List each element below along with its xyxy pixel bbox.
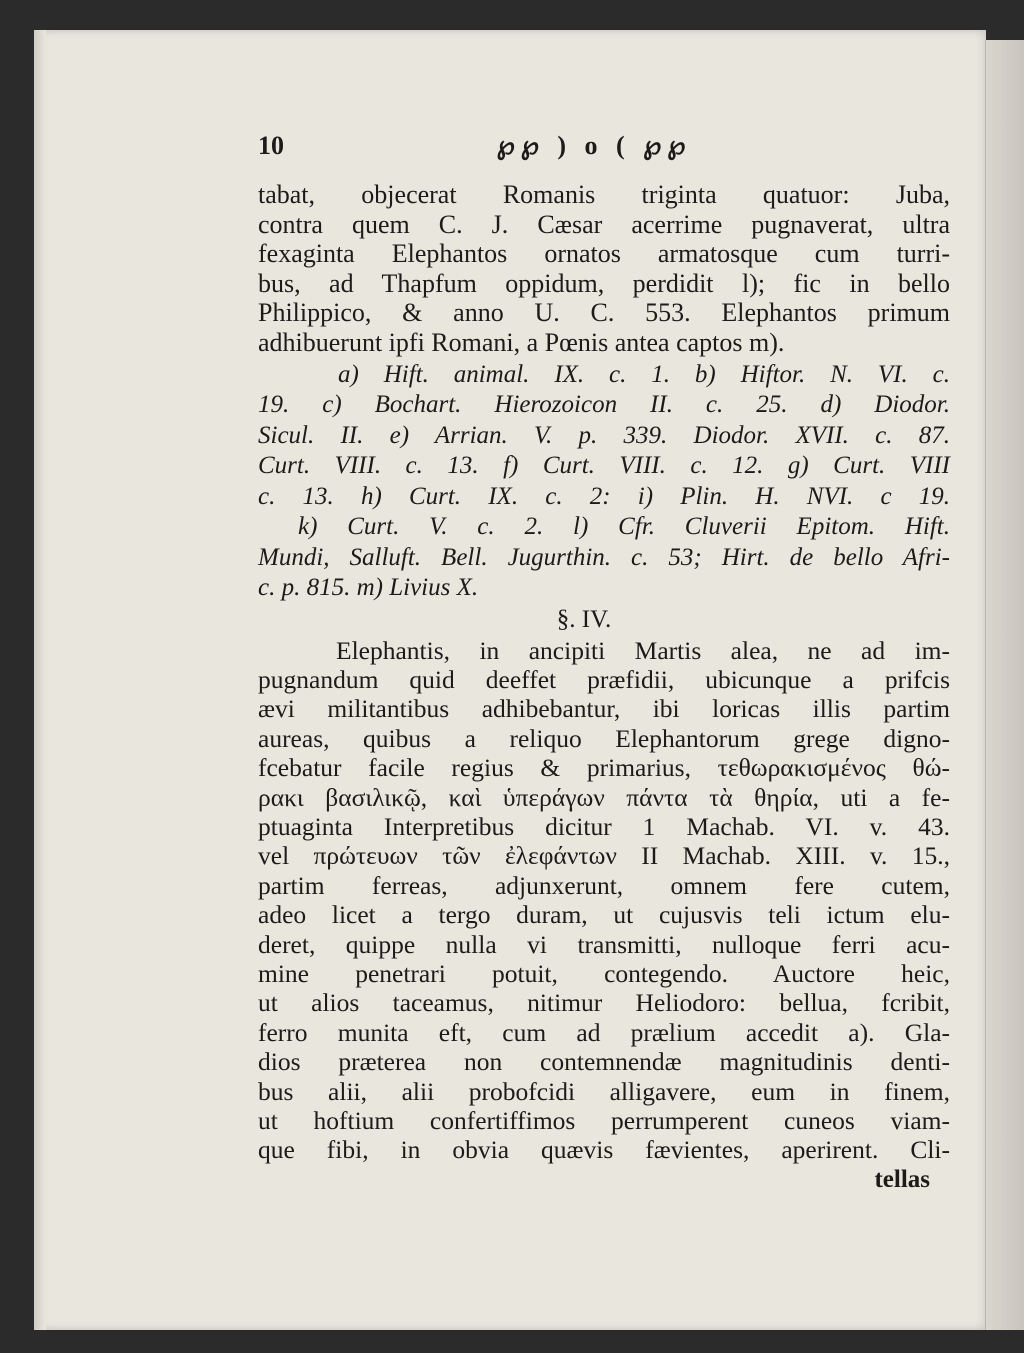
- note-line: 19. c) Bochart. Hierozoicon II. c. 25. d) Diodor.: [258, 391, 950, 419]
- page-number: 10: [258, 131, 284, 160]
- note-line: a) Hift. animal. IX. c. 1. b) Hiftor. N. VI. c.: [338, 360, 950, 388]
- text-line: bus, ad Thapfum oppidum, perdidit l); fic in bello: [258, 268, 950, 298]
- text-line: ptuaginta Interpretibus dicitur 1 Machab. VI. v. 43.: [258, 812, 950, 841]
- text-line: mine penetrari potuit, contegendo. Auctore heic,: [258, 959, 950, 989]
- text-line: ævi militantibus adhibebantur, ibi loricas illis partim: [258, 694, 950, 724]
- page-gutter: [34, 30, 46, 1330]
- text-line: Philippico, & anno U. C. 553. Elephantos primum: [258, 298, 950, 328]
- note-line: k) Curt. V. c. 2. l) Cfr. Cluverii Epitom. Hift.: [298, 513, 950, 541]
- text-line: dios præterea non contemnendæ magnitudinis denti-: [258, 1047, 950, 1077]
- text-line: adeo licet a tergo duram, ut cujusvis teli ictum elu-: [258, 900, 950, 930]
- running-header: [258, 126, 950, 166]
- note-line: Sicul. II. e) Arrian. V. p. 339. Diodor. XVII. c. 87.: [258, 421, 950, 449]
- text-line: vel πρώτευων τῶν ἐλεφάντων II Machab. XIII. v. 15.,: [258, 841, 950, 871]
- footnotes: [258, 360, 950, 604]
- note-line: Curt. VIII. c. 13. f) Curt. VIII. c. 12. g) Curt. VIII: [258, 452, 950, 480]
- text-line: deret, quippe nulla vi transmitti, nulloque ferri acu-: [258, 929, 950, 959]
- note-line: c. p. 815. m) Livius X.: [258, 574, 479, 602]
- text-line: que fibi, in obvia quævis fævientes, aperirent. Cli-: [258, 1135, 950, 1165]
- header-ornament: ℘℘ ) o ( ℘℘: [496, 131, 692, 160]
- section-heading: §. IV.: [556, 605, 612, 633]
- text-line: ut alios taceamus, nitimur Heliodoro: bellua, fcribit,: [258, 988, 950, 1018]
- paragraph-2: [258, 636, 950, 1165]
- text-line: bus alii, alii probofcidi alligavere, eum in finem,: [258, 1076, 950, 1106]
- text-line: tabat, objecerat Romanis triginta quatuor: Juba,: [258, 180, 950, 209]
- text-line: pugnandum quid deeffet præfidii, ubicunque a prifcis: [258, 664, 950, 694]
- paragraph-1: [258, 180, 950, 358]
- note-line: c. 13. h) Curt. IX. c. 2: i) Plin. H. NVI. c 19.: [258, 482, 950, 510]
- text-line: Elephantis, in ancipiti Martis alea, ne ad im-: [336, 635, 950, 665]
- text-line: ρακι βασιλικῷ, καὶ ὑπεράγων πάντα τὰ θηρία, uti a fe-: [258, 782, 950, 812]
- note-line: Mundi, Salluft. Bell. Jugurthin. c. 53; Hirt. de bello Afri-: [258, 543, 950, 571]
- text-line: partim ferreas, adjunxerunt, omnem fere cutem,: [258, 870, 950, 900]
- text-line: adhibuerunt ipfi Romani, a Pœnis antea captos m).: [258, 327, 785, 357]
- text-line: ferro munita eft, cum ad prælium accedit a). Gla-: [258, 1017, 950, 1047]
- text-line: aureas, quibus a reliquo Elephantorum grege digno-: [258, 723, 950, 753]
- text-line: ut hoftium confertiffimos perrumperent cuneos viam-: [258, 1106, 950, 1136]
- text-block: [258, 126, 950, 1195]
- catchword: tellas: [874, 1165, 930, 1193]
- next-page-edge: [985, 40, 1024, 1330]
- text-line: contra quem C. J. Cæsar acerrime pugnaverat, ultra: [258, 209, 950, 239]
- text-line: fcebatur facile regius & primarius, τεθωρακισμένος θώ-: [258, 753, 950, 783]
- text-line: fexaginta Elephantos ornatos armatosque cum turri-: [258, 239, 950, 269]
